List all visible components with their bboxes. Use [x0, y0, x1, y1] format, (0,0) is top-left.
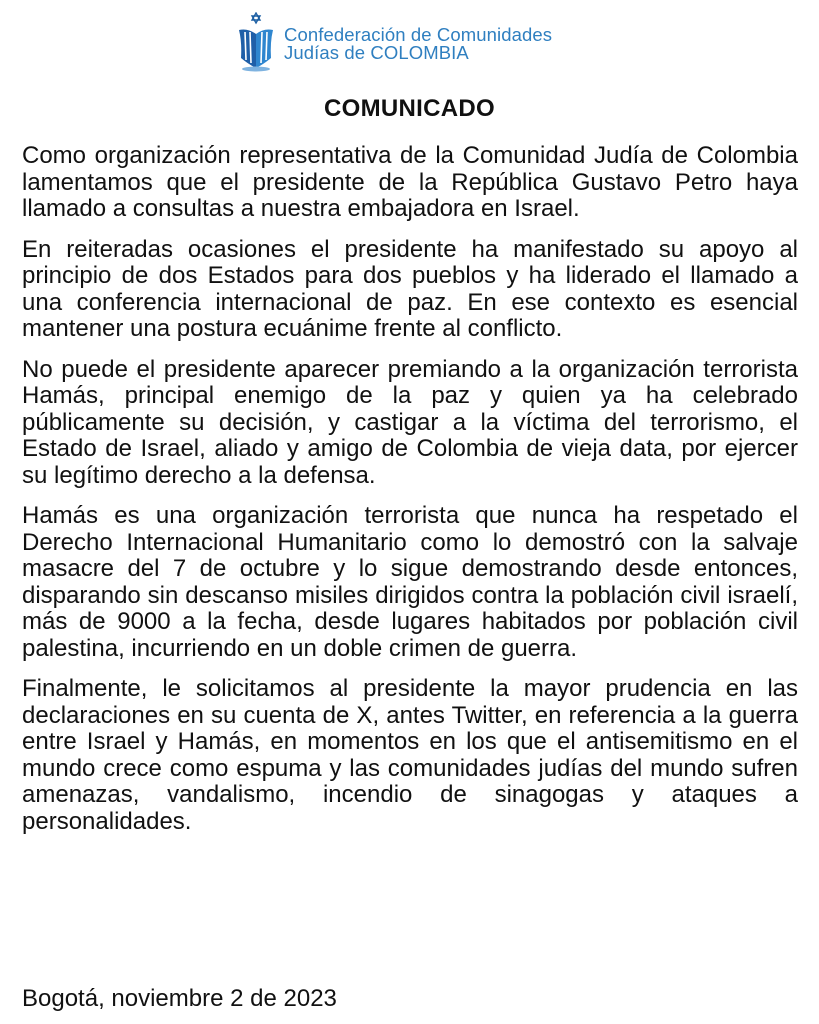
- paragraph-1: Como organización representativa de la Comunidad Judía de Colombia lamentamos que el presidente de la República Gustavo Petro haya llamado a consultas a nuestra embajadora en Israel.: [22, 142, 798, 222]
- organization-name-line-1: Confederación de Comunidades: [284, 24, 553, 45]
- paragraph-5: Finalmente, le solicitamos al presidente la mayor prudencia en las declaraciones en su cuenta de X, antes Twitter, en referencia a la guerra entre Israel y Hamás, en momentos en los que el antisemitismo en el mundo crece como espuma y las comunidades judías del mundo sufren amenazas, vandalismo, incendio de sinagogas y ataques a personalidades.: [22, 675, 798, 835]
- organization-name: [284, 26, 552, 62]
- paragraph-2: En reiteradas ocasiones el presidente ha manifestado su apoyo al principio de dos Estados para dos pueblos y ha liderado el llamado a una conferencia internacional de paz. En ese contexto es esencial mantener una postura ecuánime frente al conflicto.: [22, 235, 798, 342]
- paragraph-3: No puede el presidente aparecer premiando a la organización terrorista Hamás, principal enemigo de la paz y quien ya ha celebrado públicamente su decisión, y castigar a la víctima del terrorismo, el Estado de Israel, aliado y amigo de Colombia de vieja data, por ejercer su legítimo derecho a la defensa.: [22, 355, 798, 489]
- date-line: Bogotá, noviembre 2 de 2023: [22, 985, 337, 1012]
- organization-name-line-2: Judías de COLOMBIA: [284, 42, 469, 63]
- document-title: COMUNICADO: [324, 95, 495, 122]
- header: [236, 12, 552, 72]
- star-of-david-logo-icon: [236, 12, 276, 72]
- paragraph-4: Hamás es una organización terrorista que nunca ha respetado el Derecho Internacional Humanitario como lo demostró con la salvaje masacre del 7 de octubre y lo sigue demostrando desde entonces, disparando sin descanso misiles dirigidos contra la población civil israelí, más de 9000 a la fecha, desde lugares habitados por población civil palestina, incurriendo en un doble crimen de guerra.: [22, 502, 798, 662]
- document-body: [22, 143, 798, 849]
